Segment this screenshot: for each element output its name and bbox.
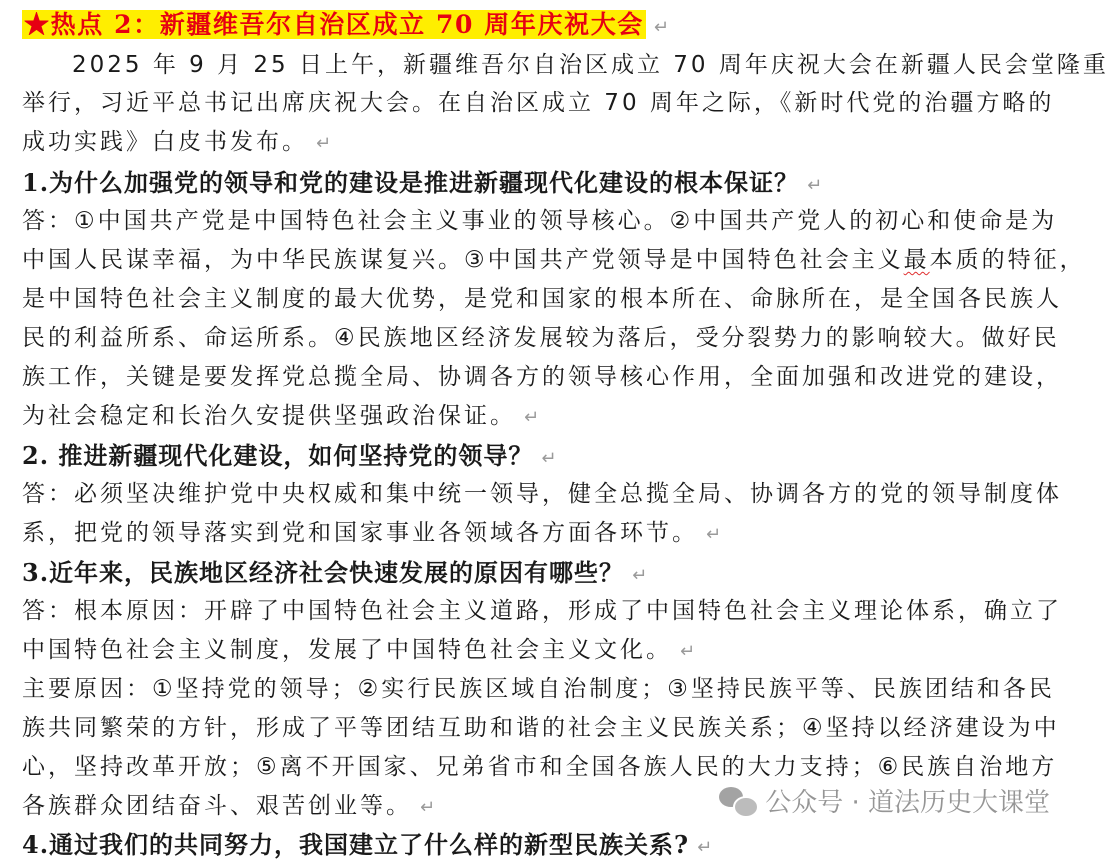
question-1-title: 1.为什么加强党的领导和党的建设是推进新疆现代化建设的根本保证？ ↵ — [22, 168, 823, 197]
spellcheck-underline: 最 — [903, 247, 930, 273]
wechat-icon — [719, 785, 757, 817]
intro-line-1: 2025 年 9 月 25 日上午，新疆维吾尔自治区成立 70 周年庆祝大会在新疆人民会堂隆重 — [72, 52, 1109, 78]
answer-1-line-4: 民的利益所系、命运所系。④民族地区经济发展较为落后，受分裂势力的影响较大。做好民 — [22, 325, 1060, 351]
answer-3-line-3: 主要原因：①坚持党的领导；②实行民族区域自治制度；③坚持民族平等、民族团结和各民 — [22, 676, 1055, 702]
intro-line-3: 成功实践》白皮书发布。 ↵ — [22, 129, 332, 155]
hot-topic-heading: ★热点 2：新疆维吾尔自治区成立 70 周年庆祝大会 — [24, 10, 644, 39]
question-4-title: 4.通过我们的共同努力，我国建立了什么样的新型民族关系? ↵ — [22, 830, 713, 859]
answer-3-line-5: 心，坚持改革开放；⑤离不开国家、兄弟省市和全国各族人民的大力支持；⑥民族自治地方 — [22, 754, 1058, 780]
answer-1-line-5: 族工作，关键是要发挥党总揽全局、协调各方的领导核心作用，全面加强和改进党的建设， — [22, 364, 1062, 390]
answer-1-line-3: 是中国特色社会主义制度的最大优势，是党和国家的根本所在、命脉所在，是全国各民族人 — [22, 286, 1062, 312]
answer-2-line-2: 系，把党的领导落实到党和国家事业各领域各方面各环节。 ↵ — [22, 520, 722, 546]
answer-2-line-1: 答：必须坚决维护党中央权威和集中统一领导，健全总揽全局、协调各方的党的领导制度体 — [22, 481, 1062, 507]
watermark — [719, 782, 1050, 819]
answer-3-line-1: 答：根本原因：开辟了中国特色社会主义道路，形成了中国特色社会主义理论体系，确立了 — [22, 598, 1062, 624]
answer-3-line-2: 中国特色社会主义制度，发展了中国特色社会主义文化。 ↵ — [22, 637, 696, 663]
answer-3-line-6: 各族群众团结奋斗、艰苦创业等。 ↵ — [22, 793, 436, 819]
question-2-title: 2. 推进新疆现代化建设，如何坚持党的领导？ ↵ — [22, 441, 557, 470]
answer-1-line-2: 中国人民谋幸福，为中华民族谋复兴。③中国共产党领导是中国特色社会主义最本质的特征， — [22, 247, 1086, 273]
watermark-text: 公众号 · 道法历史大课堂 — [765, 788, 1050, 818]
star-icon: ★ — [24, 10, 51, 39]
answer-3-line-4: 族共同繁荣的方针，形成了平等团结互助和谐的社会主义民族关系；④坚持以经济建设为中 — [22, 715, 1060, 741]
question-3-title: 3.近年来，民族地区经济社会快速发展的原因有哪些？ ↵ — [22, 558, 648, 587]
answer-1-line-6: 为社会稳定和长治久安提供坚强政治保证。 ↵ — [22, 403, 540, 429]
hot-topic-heading-line — [22, 10, 669, 43]
paragraph-mark: ↵ — [653, 17, 670, 38]
intro-line-2: 举行，习近平总书记出席庆祝大会。在自治区成立 70 周年之际，《新时代党的治疆方略的 — [22, 90, 1055, 116]
answer-1-line-1: 答：①中国共产党是中国特色社会主义事业的领导核心。②中国共产党人的初心和使命是为 — [22, 208, 1058, 234]
